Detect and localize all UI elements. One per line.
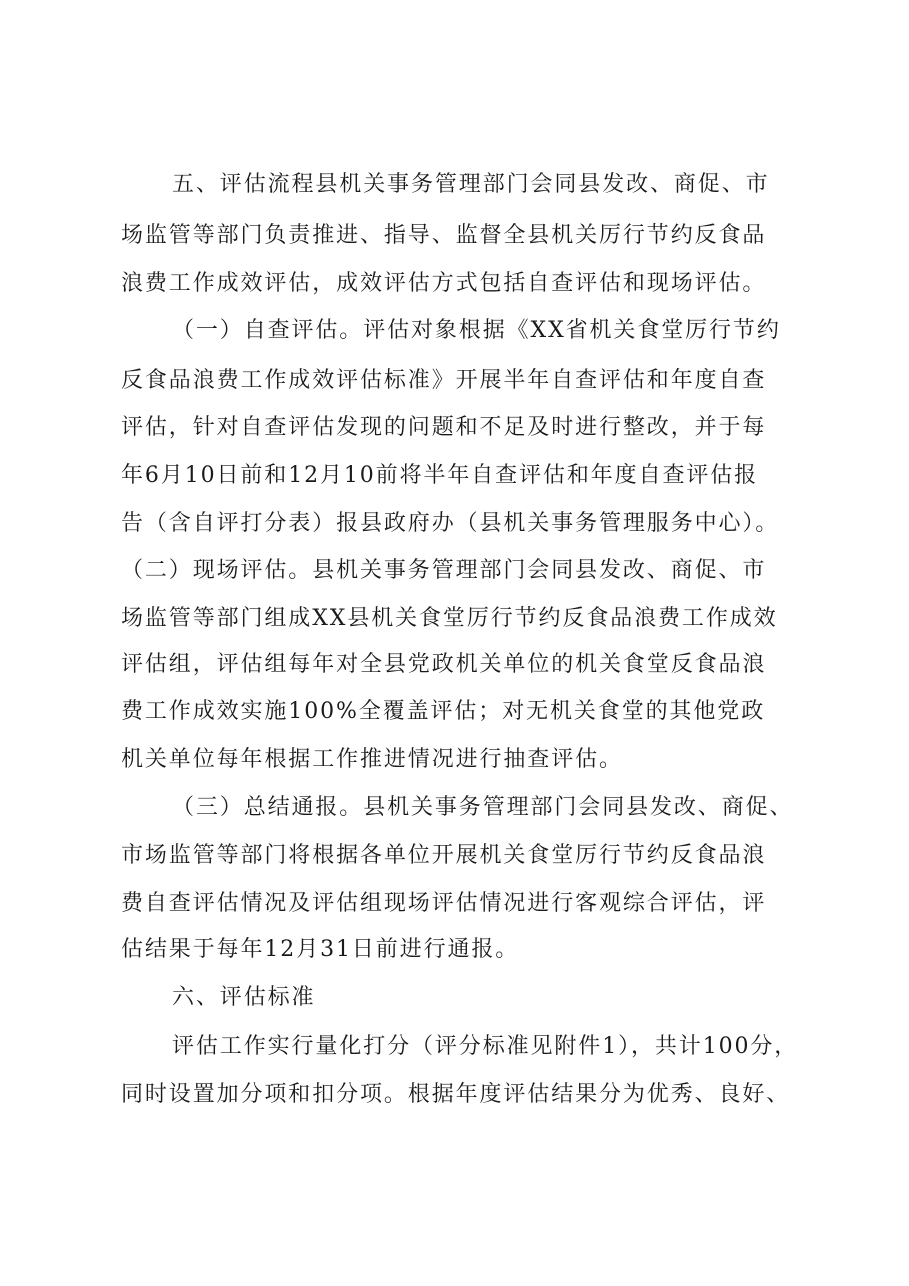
text-line: 评估工作实行量化打分（评分标准见附件1），共计100分， xyxy=(172,1034,799,1059)
text-line: 市场监管等部门将根据各单位开展机关食堂厉行节约反食品浪 xyxy=(121,843,767,868)
text-line: 评估，针对自查评估发现的问题和不足及时进行整改，并于每 xyxy=(121,415,767,440)
text-line: （一）自查评估。评估对象根据《XX省机关食堂厉行节约 xyxy=(172,318,781,343)
text-line: 五、评估流程县机关事务管理部门会同县发改、商促、市 xyxy=(172,172,770,197)
section-heading: 六、评估标准 xyxy=(172,985,316,1010)
text-line: 年6月10日前和12月10前将半年自查评估和年度自查评估报 xyxy=(121,463,759,488)
text-line: 估结果于每年12月31日前进行通报。 xyxy=(121,937,520,962)
text-line: 场监管等部门组成XX县机关食堂厉行节约反食品浪费工作成效 xyxy=(121,606,778,631)
text-line: 同时设置加分项和扣分项。根据年度评估结果分为优秀、良好、 xyxy=(121,1082,791,1107)
text-line: 费工作成效实施100%全覆盖评估；对无机关食堂的其他党政 xyxy=(121,699,766,724)
text-line: 告（含自评打分表）报县政府办（县机关事务管理服务中心）。 xyxy=(121,511,780,536)
text-line: 机关单位每年根据工作推进情况进行抽查评估。 xyxy=(121,747,623,772)
text-line: （三）总结通报。县机关事务管理部门会同县发改、商促、 xyxy=(172,795,794,820)
text-line: 反食品浪费工作成效评估标准》开展半年自查评估和年度自查 xyxy=(121,368,767,393)
text-line: 费自查评估情况及评估组现场评估情况进行客观综合评估，评 xyxy=(121,891,767,916)
text-line: 浪费工作成效评估，成效评估方式包括自查评估和现场评估。 xyxy=(121,271,767,296)
text-line: 场监管等部门负责推进、指导、监督全县机关厉行节约反食品 xyxy=(121,223,767,248)
text-line: （二）现场评估。县机关事务管理部门会同县发改、商促、市 xyxy=(121,558,767,583)
text-line: 评估组，评估组每年对全县党政机关单位的机关食堂反食品浪 xyxy=(121,652,767,677)
